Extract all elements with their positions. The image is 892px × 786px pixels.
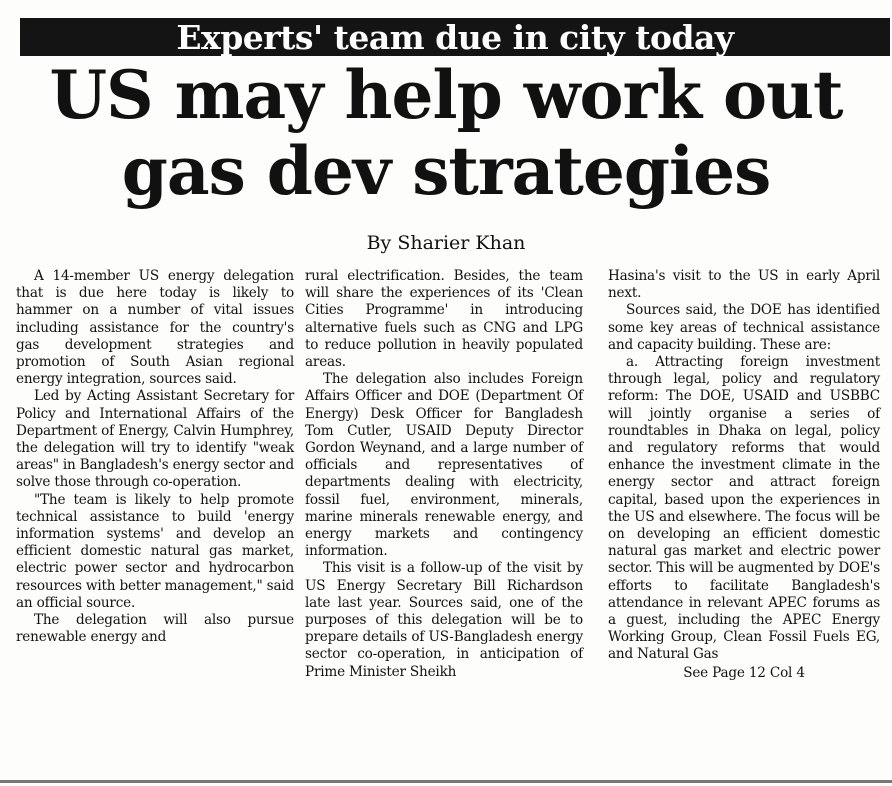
column-2 (305, 268, 583, 681)
headline-line-2: gas dev strategies (121, 132, 771, 210)
paragraph: "The team is likely to help promote technical assistance to build 'energy information systems' and develop an efficient domestic natural gas market, electric power sector and hydrocarbon resources with better management," said an official source. (16, 491, 294, 611)
paragraph: a. Attracting foreign investment through legal, policy and regulatory reform: The DOE, USAID and USBBC will jointly organise a series of roundtables in Dhaka on legal, policy and regulatory reforms that would enhance the investment climate in the energy sector and attract foreign capital, based upon the experiences in the US and elsewhere. The focus will be on developing an efficient domestic natural gas market and electric power sector. This will be augmented by DOE's efforts to facilitate Bangladesh's attendance in relevant APEC forums as a guest, including the APEC Energy Working Group, Clean Fossil Fuels EG, and Natural Gas (608, 354, 880, 663)
kicker-banner (20, 18, 890, 56)
paragraph: rural electrification. Besides, the team will share the experiences of its 'Clean Cities Programme' in introducing alternative fuels such as CNG and LPG to reduce pollution in heavily populated areas. (305, 268, 583, 371)
headline (0, 56, 892, 210)
paragraph: Sources said, the DOE has identified some key areas of technical assistance and capacity building. These are: (608, 302, 880, 353)
paragraph: Hasina's visit to the US in early April next. (608, 268, 880, 302)
bottom-rule (0, 780, 892, 783)
byline: By Sharier Khan (366, 232, 526, 254)
paragraph: This visit is a follow-up of the visit by US Energy Secretary Bill Richardson late last year. Sources said, one of the purposes of this delegation will be to prepare details of US-Bangladesh energy sector co-operation, in anticipation of Prime Minister Sheikh (305, 560, 583, 680)
column-1 (16, 268, 294, 646)
kicker-text: Experts' team due in city today (176, 17, 734, 57)
column-3 (608, 268, 880, 682)
paragraph: A 14-member US energy delegation that is due here today is likely to hammer on a number of vital issues including assistance for the country's gas development strategies and promotion of South Asian regional energy integration, sources said. (16, 268, 294, 388)
headline-line-1: US may help work out (49, 56, 843, 134)
paragraph: The delegation will also pursue renewable energy and (16, 612, 294, 646)
paragraph: Led by Acting Assistant Secretary for Policy and International Affairs of the Department of Energy, Calvin Humphrey, the delegation will try to identify "weak areas" in Bangladesh's energy sector and solve those through co-operation. (16, 388, 294, 491)
paragraph: The delegation also includes Foreign Affairs Officer and DOE (Department Of Energy) Desk Officer for Bangladesh Tom Cutler, USAID Deputy Director Gordon Weynand, and a large number of officials and representatives of departments dealing with electricity, fossil fuel, environment, minerals, marine minerals renewable energy, and energy markets and contingency information. (305, 371, 583, 560)
continuation-note: See Page 12 Col 4 (683, 664, 805, 681)
